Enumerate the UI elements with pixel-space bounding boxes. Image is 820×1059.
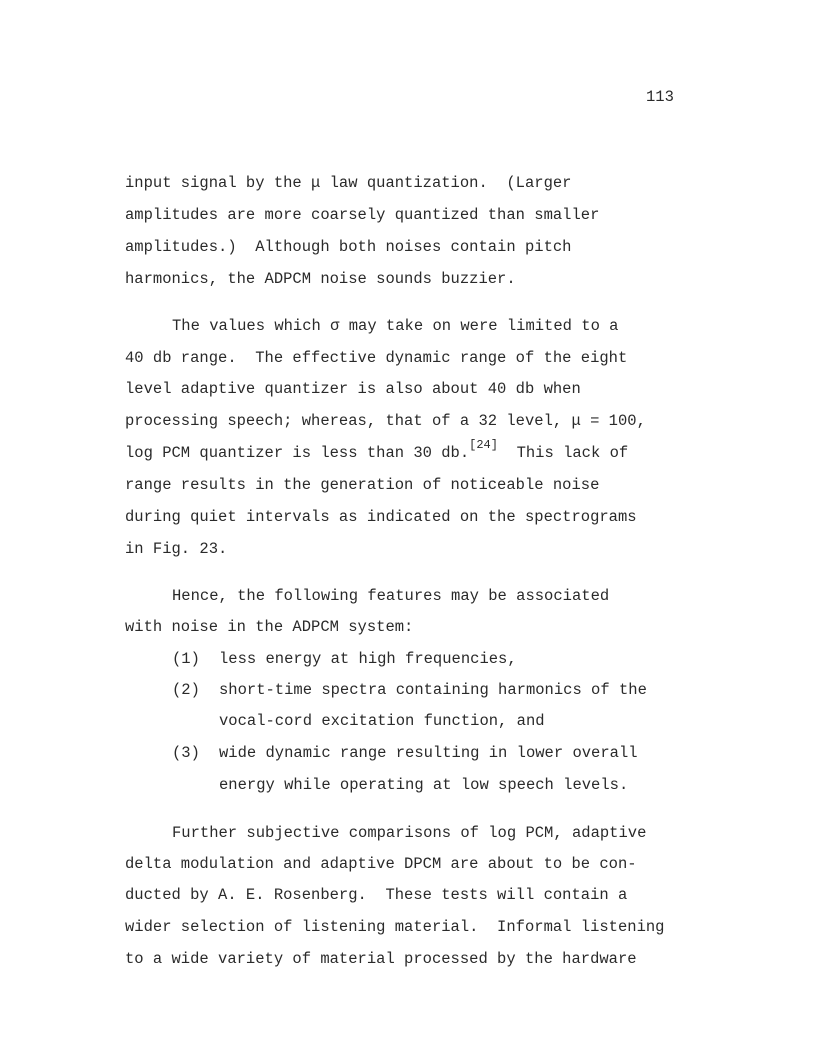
text-line: 40 db range. The effective dynamic range of the eight [125, 349, 628, 367]
text-line: range results in the generation of noticeable noise [125, 476, 600, 494]
text-line: delta modulation and adaptive DPCM are about to be con- [125, 855, 637, 873]
text-line: input signal by the μ law quantization. (Larger [125, 174, 572, 192]
list-item-continuation: vocal-cord excitation function, and [219, 712, 545, 730]
text-line: to a wide variety of material processed by the hardware [125, 950, 637, 968]
list-item-continuation: energy while operating at low speech levels. [219, 776, 629, 794]
text-line: processing speech; whereas, that of a 32 level, μ = 100, [125, 412, 646, 430]
list-item: wide dynamic range resulting in lower overall [219, 744, 638, 762]
text-line: Hence, the following features may be associated [172, 587, 610, 605]
text-segment: log PCM quantizer is less than 30 db. [125, 444, 470, 462]
citation-superscript: [24] [469, 438, 498, 452]
text-line [125, 438, 629, 462]
list-item: less energy at high frequencies, [219, 650, 517, 668]
text-line: in Fig. 23. [125, 540, 228, 558]
text-line: level adaptive quantizer is also about 40 db when [125, 380, 581, 398]
text-line: amplitudes are more coarsely quantized than smaller [125, 206, 600, 224]
text-line: amplitudes.) Although both noises contain pitch [125, 238, 572, 256]
text-line: harmonics, the ADPCM noise sounds buzzier. [125, 270, 516, 288]
list-marker: (3) [172, 744, 200, 762]
text-segment: This lack of [497, 444, 629, 462]
list-marker: (2) [172, 681, 200, 699]
text-line: The values which σ may take on were limited to a [172, 317, 619, 335]
text-line: wider selection of listening material. Informal listening [125, 918, 665, 936]
text-line: during quiet intervals as indicated on the spectrograms [125, 508, 637, 526]
text-line: Further subjective comparisons of log PCM, adaptive [172, 824, 647, 842]
text-line: with noise in the ADPCM system: [125, 618, 414, 636]
page-number: 113 [646, 88, 674, 106]
text-line: ducted by A. E. Rosenberg. These tests will contain a [125, 886, 628, 904]
list-marker: (1) [172, 650, 200, 668]
list-item: short-time spectra containing harmonics of the [219, 681, 647, 699]
